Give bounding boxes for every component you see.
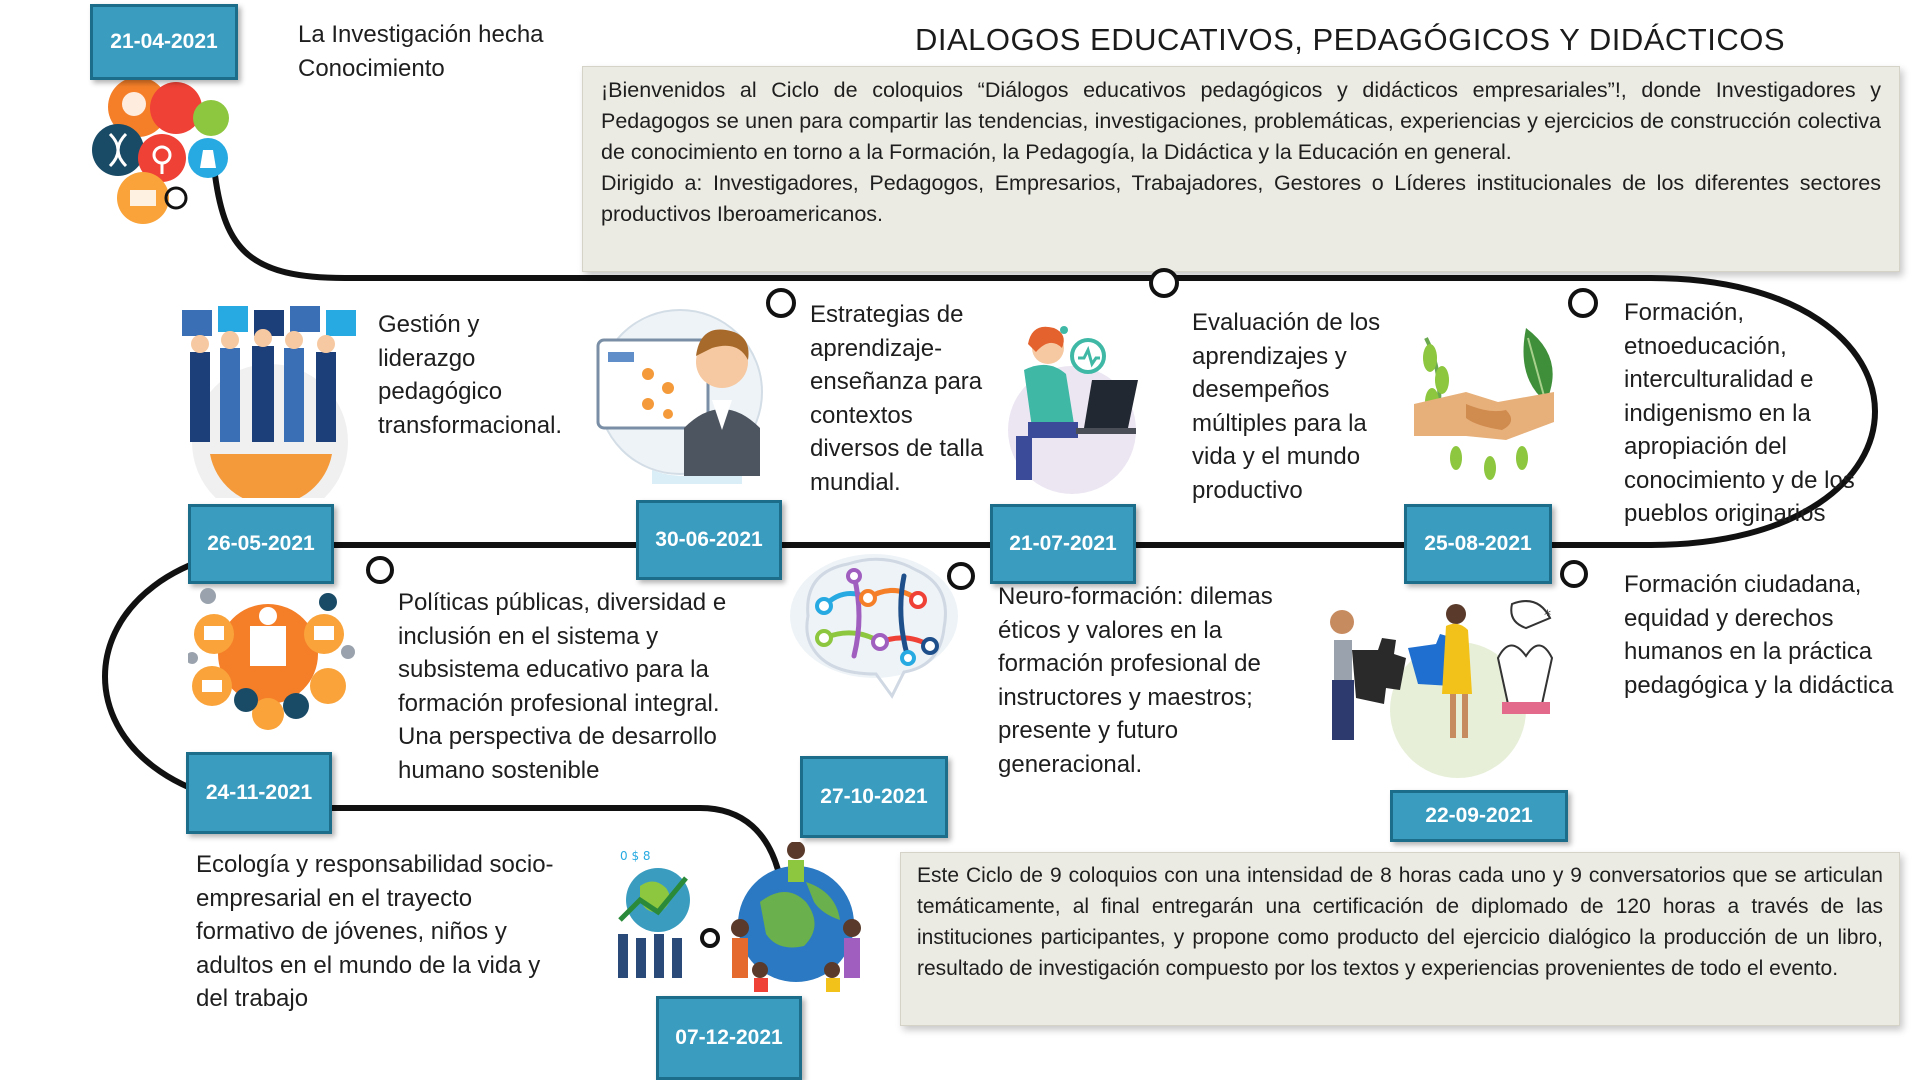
teacher-screen-icon	[592, 300, 772, 484]
science-icons-cluster-icon	[88, 72, 248, 232]
globe-people-icon	[610, 842, 880, 992]
path-node	[366, 556, 394, 584]
summary-text: Este Ciclo de 9 coloquios con una intensidad de 8 horas cada uno y 9 conversatorios que se articulan temáticamente, al final entregarán una certificación de diplomado de 120 horas a través de las instituciones participantes, y propone como producto del ejercicio dialógico la producción de un libro, resultado de investigación compuesto por los textos y experiencias provenientes de todo el evento.	[917, 864, 1883, 980]
date-badge-21-07-2021: 21-07-2021	[990, 504, 1136, 584]
svg-text:0 $ 8: 0 $ 8	[620, 849, 651, 863]
event-topic: Estrategias de aprendizaje-enseñanza para contextos diversos de talla mundial.	[810, 301, 984, 496]
path-node	[1149, 268, 1179, 298]
intro-paragraph: ¡Bienvenidos al Ciclo de coloquios “Diálogos educativos pedagógicos y didácticos empresariales”!, donde Investigadores y Pedagogos se unen para compartir las tendencias, investigaciones, problemáticas, experiencias y ejercicios de construcción colectiva de conocimiento en torno a la Formación, la Pedagogía, la Didáctica y la Educación en general.	[601, 78, 1881, 164]
brain-network-icon	[784, 546, 960, 706]
event-topic: Evaluación de los aprendizajes y desempeños múltiples para la vida y el mundo productivo	[1192, 309, 1381, 504]
date-badge-25-08-2021: 25-08-2021	[1404, 504, 1552, 584]
event-topic: Neuro-formación: dilemas éticos y valores en la formación profesional de instructores y maestros; presente y futuro generacional.	[998, 583, 1273, 778]
intro-box	[582, 66, 1900, 272]
laptop-student-icon	[992, 318, 1172, 498]
svg-text:*: *	[1544, 608, 1551, 624]
date-badge-30-06-2021: 30-06-2021	[636, 500, 782, 580]
date-badge-07-12-2021: 07-12-2021	[656, 996, 802, 1080]
date-badge-24-11-2021: 24-11-2021	[186, 752, 332, 834]
event-topic: Formación, etnoeducación, interculturalidad e indigenismo en la apropiación del conocimiento y de los pueblos originarios	[1624, 299, 1855, 527]
event-topic: Gestión y liderazgo pedagógico transformacional.	[378, 311, 563, 439]
audience-paragraph: Dirigido a: Investigadores, Pedagogos, Empresarios, Trabajadores, Gestores o Líderes institucionales de los diferentes sectores productivos Iberoamericanos.	[601, 171, 1881, 226]
date-badge-26-05-2021: 26-05-2021	[188, 504, 334, 584]
event-topic: La Investigación hecha Conocimiento	[298, 21, 544, 82]
handshake-leaves-icon	[1406, 318, 1566, 486]
path-node	[1568, 288, 1598, 318]
education-circle-icon	[188, 582, 356, 732]
puzzle-dove-icon	[1312, 594, 1572, 778]
event-topic: Formación ciudadana, equidad y derechos humanos en la práctica pedagógica y la didáctica	[1624, 571, 1894, 699]
event-topic: Ecología y responsabilidad socio-empresarial en el trayecto formativo de jóvenes, niños y adultos en el mundo de la vida y del trabajo	[196, 851, 554, 1012]
date-badge-21-04-2021: 21-04-2021	[90, 4, 238, 80]
event-topic: Políticas públicas, diversidad e inclusión en el sistema y subsistema educativo para la formación profesional integral. Una perspectiva de desarrollo humano sostenible	[398, 589, 727, 784]
page-title: DIALOGOS EDUCATIVOS, PEDAGÓGICOS Y DIDÁCTICOS	[914, 22, 1785, 57]
puzzle-team-icon	[170, 302, 370, 498]
date-badge-27-10-2021: 27-10-2021	[800, 756, 948, 838]
summary-box	[900, 852, 1900, 1026]
date-badge-22-09-2021: 22-09-2021	[1390, 790, 1568, 842]
path-node	[1560, 560, 1588, 588]
